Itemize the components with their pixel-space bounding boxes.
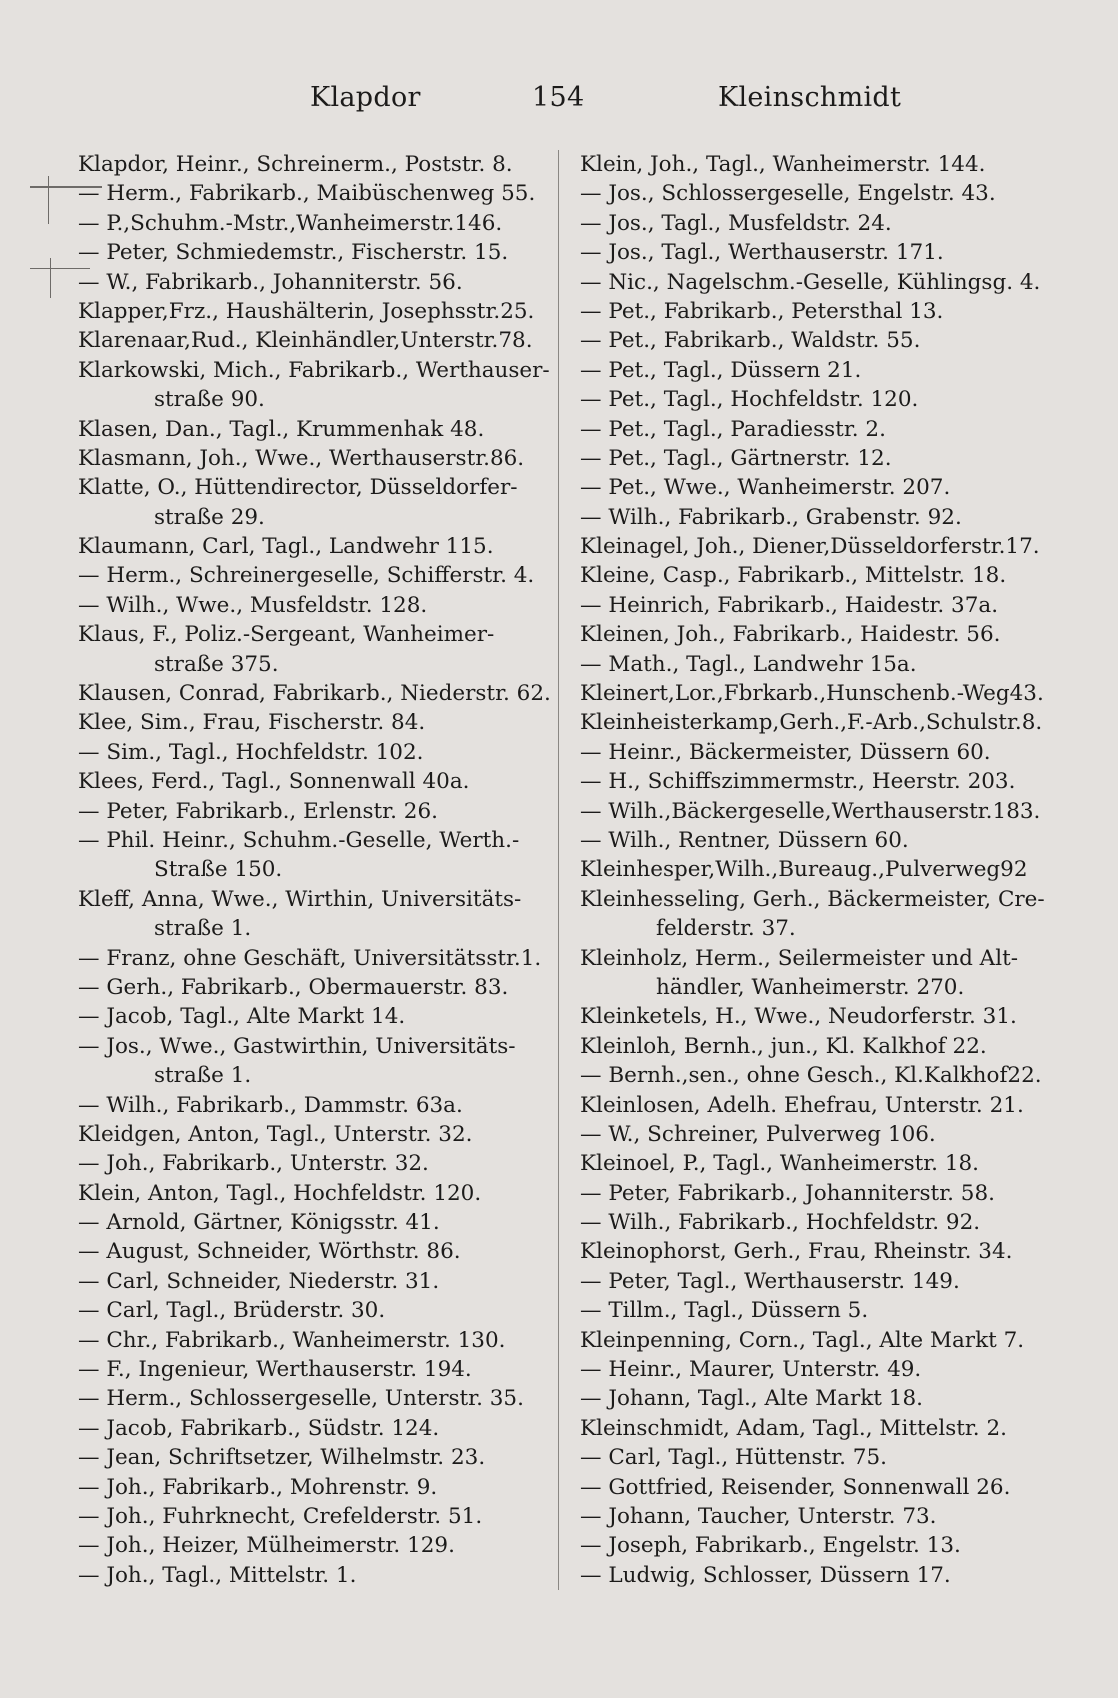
pencil-mark	[50, 258, 51, 298]
directory-entry: — Herm., Schreinergeselle, Schifferstr. 4.	[78, 563, 535, 589]
directory-entry: Klarkowski, Mich., Fabrikarb., Werthauser-	[78, 357, 550, 383]
directory-entry: Kleinert,Lor.,Fbrkarb.,Hunschenb.-Weg43.	[580, 681, 1044, 707]
directory-entry: — Johann, Taucher, Unterstr. 73.	[580, 1503, 937, 1529]
directory-entry: — Pet., Fabrikarb., Petersthal 13.	[580, 298, 944, 324]
directory-entry: Kleinhesseling, Gerh., Bäckermeister, Cre-	[580, 886, 1045, 912]
directory-entry: Kleinheisterkamp,Gerh.,F.-Arb.,Schulstr.8.	[580, 710, 1043, 736]
directory-entry: — Jos., Wwe., Gastwirthin, Universitäts-	[78, 1033, 516, 1059]
header-last-name: Kleinschmidt	[718, 82, 902, 113]
directory-entry: — Ludwig, Schlosser, Düssern 17.	[580, 1562, 951, 1588]
directory-entry: — Heinr., Maurer, Unterstr. 49.	[580, 1357, 922, 1383]
directory-entry: Klee, Sim., Frau, Fischerstr. 84.	[78, 710, 426, 736]
directory-entry: — Gottfried, Reisender, Sonnenwall 26.	[580, 1474, 1011, 1500]
directory-entry: — Bernh.,sen., ohne Gesch., Kl.Kalkhof22.	[580, 1063, 1042, 1089]
directory-entry: — Wilh., Fabrikarb., Dammstr. 63a.	[78, 1092, 463, 1118]
directory-entry: — Carl, Schneider, Niederstr. 31.	[78, 1268, 440, 1294]
directory-entry: — Tillm., Tagl., Düssern 5.	[580, 1298, 869, 1324]
directory-entry: — Jos., Tagl., Musfeldstr. 24.	[580, 210, 892, 236]
directory-entry: Klapdor, Heinr., Schreinerm., Poststr. 8.	[78, 152, 513, 177]
directory-entry: — W., Fabrikarb., Johanniterstr. 56.	[78, 269, 463, 295]
directory-entry: — Chr., Fabrikarb., Wanheimerstr. 130.	[78, 1327, 506, 1353]
header-first-name: Klapdor	[310, 82, 421, 113]
directory-entry: Kleinen, Joh., Fabrikarb., Haidestr. 56.	[580, 622, 1001, 648]
directory-entry: händler, Wanheimerstr. 270.	[656, 974, 965, 1000]
directory-entry: — Jos., Schlossergeselle, Engelstr. 43.	[580, 181, 996, 207]
page-header	[0, 82, 1118, 122]
column-divider	[558, 150, 559, 1590]
directory-entry: — F., Ingenieur, Werthauserstr. 194.	[78, 1357, 472, 1383]
directory-entry: — Peter, Tagl., Werthauserstr. 149.	[580, 1268, 960, 1294]
directory-entry: Klein, Joh., Tagl., Wanheimerstr. 144.	[580, 152, 986, 177]
directory-entry: — Johann, Tagl., Alte Markt 18.	[580, 1386, 923, 1412]
directory-entry: Klarenaar,Rud., Kleinhändler,Unterstr.78.	[78, 328, 533, 354]
directory-entry: — Peter, Schmiedemstr., Fischerstr. 15.	[78, 240, 509, 266]
directory-entry: straße 90.	[154, 387, 265, 413]
directory-entry: Kleine, Casp., Fabrikarb., Mittelstr. 18.	[580, 563, 1007, 589]
directory-entry: — Pet., Tagl., Hochfeldstr. 120.	[580, 387, 919, 413]
directory-entry: — Gerh., Fabrikarb., Obermauerstr. 83.	[78, 974, 509, 1000]
page-number: 154	[532, 82, 585, 113]
directory-entry: felderstr. 37.	[656, 916, 796, 942]
directory-entry: Klausen, Conrad, Fabrikarb., Niederstr. 62.	[78, 681, 551, 707]
directory-entry: — Arnold, Gärtner, Königsstr. 41.	[78, 1210, 440, 1236]
directory-entry: — Franz, ohne Geschäft, Universitätsstr.1.	[78, 945, 542, 971]
directory-entry: Kleff, Anna, Wwe., Wirthin, Universitäts-	[78, 886, 522, 912]
directory-entry: straße 1.	[154, 916, 252, 942]
directory-entry: Kleinholz, Herm., Seilermeister und Alt-	[580, 945, 1018, 971]
directory-entry: — Wilh., Rentner, Düssern 60.	[580, 827, 909, 853]
directory-entry: — Herm., Fabrikarb., Maibüschenweg 55.	[78, 181, 536, 207]
directory-entry: Kleinlosen, Adelh. Ehefrau, Unterstr. 21.	[580, 1092, 1024, 1118]
directory-entry: Kleinophorst, Gerh., Frau, Rheinstr. 34.	[580, 1239, 1013, 1265]
directory-entry: — Pet., Tagl., Gärtnerstr. 12.	[580, 445, 892, 471]
directory-entry: Klein, Anton, Tagl., Hochfeldstr. 120.	[78, 1180, 482, 1206]
directory-entry: — H., Schiffszimmermstr., Heerstr. 203.	[580, 769, 1016, 795]
directory-entry: — Carl, Tagl., Brüderstr. 30.	[78, 1298, 386, 1324]
directory-entry: Kleinagel, Joh., Diener,Düsseldorferstr.17.	[580, 534, 1040, 560]
directory-entry: — Pet., Tagl., Düssern 21.	[580, 357, 862, 383]
directory-entry: — Jacob, Tagl., Alte Markt 14.	[78, 1004, 406, 1030]
directory-entry: — W., Schreiner, Pulverweg 106.	[580, 1121, 936, 1147]
directory-entry: Klasen, Dan., Tagl., Krummenhak 48.	[78, 416, 485, 442]
directory-entry: Kleinpenning, Corn., Tagl., Alte Markt 7.	[580, 1327, 1025, 1353]
directory-entry: — Peter, Fabrikarb., Erlenstr. 26.	[78, 798, 438, 824]
directory-entry: — Math., Tagl., Landwehr 15a.	[580, 651, 917, 677]
pencil-mark	[48, 176, 49, 224]
directory-entry: Klees, Ferd., Tagl., Sonnenwall 40a.	[78, 769, 470, 795]
directory-entry: — Sim., Tagl., Hochfeldstr. 102.	[78, 739, 424, 765]
directory-entry: — Joh., Heizer, Mülheimerstr. 129.	[78, 1533, 455, 1559]
directory-entry: — Phil. Heinr., Schuhm.-Geselle, Werth.-	[78, 827, 520, 853]
directory-entry: Straße 150.	[154, 857, 283, 883]
directory-entry: — Joh., Tagl., Mittelstr. 1.	[78, 1562, 357, 1588]
directory-entry: Klasmann, Joh., Wwe., Werthauserstr.86.	[78, 445, 525, 471]
directory-entry: — Jos., Tagl., Werthauserstr. 171.	[580, 240, 944, 266]
directory-entry: — Pet., Wwe., Wanheimerstr. 207.	[580, 475, 951, 501]
left-column	[78, 150, 552, 1590]
directory-entry: — Wilh., Fabrikarb., Hochfeldstr. 92.	[580, 1210, 981, 1236]
directory-entry: straße 1.	[154, 1063, 252, 1089]
directory-entry: Klaus, F., Poliz.-Sergeant, Wanheimer-	[78, 622, 495, 648]
directory-entry: — Heinrich, Fabrikarb., Haidestr. 37a.	[580, 592, 999, 618]
directory-entry: — Joh., Fuhrknecht, Crefelderstr. 51.	[78, 1503, 483, 1529]
directory-entry: Kleinketels, H., Wwe., Neudorferstr. 31.	[580, 1004, 1017, 1030]
directory-entry: Klaumann, Carl, Tagl., Landwehr 115.	[78, 534, 494, 560]
directory-entry: — Pet., Fabrikarb., Waldstr. 55.	[580, 328, 921, 354]
directory-entry: — Nic., Nagelschm.-Geselle, Kühlingsg. 4.	[580, 269, 1041, 295]
directory-entry: — Jacob, Fabrikarb., Südstr. 124.	[78, 1415, 440, 1441]
directory-entry: — Peter, Fabrikarb., Johanniterstr. 58.	[580, 1180, 995, 1206]
directory-entry: straße 375.	[154, 651, 279, 677]
directory-entry: straße 29.	[154, 504, 265, 530]
directory-entry: Kleinloh, Bernh., jun., Kl. Kalkhof 22.	[580, 1033, 987, 1059]
directory-entry: — Heinr., Bäckermeister, Düssern 60.	[580, 739, 991, 765]
directory-entry: Klapper,Frz., Haushälterin, Josephsstr.25.	[78, 298, 535, 324]
directory-entry: — Pet., Tagl., Paradiesstr. 2.	[580, 416, 886, 442]
directory-entry: Klatte, O., Hüttendirector, Düsseldorfer-	[78, 475, 518, 501]
directory-entry: — Joseph, Fabrikarb., Engelstr. 13.	[580, 1533, 961, 1559]
directory-entry: Kleidgen, Anton, Tagl., Unterstr. 32.	[78, 1121, 473, 1147]
directory-entry: — Joh., Fabrikarb., Unterstr. 32.	[78, 1151, 429, 1177]
directory-entry: Kleinschmidt, Adam, Tagl., Mittelstr. 2.	[580, 1415, 1007, 1441]
directory-entry: — Wilh., Wwe., Musfeldstr. 128.	[78, 592, 428, 618]
directory-entry: — Carl, Tagl., Hüttenstr. 75.	[580, 1445, 887, 1471]
directory-entry: — Herm., Schlossergeselle, Unterstr. 35.	[78, 1386, 524, 1412]
directory-entry: — Wilh.,Bäckergeselle,Werthauserstr.183.	[580, 798, 1041, 824]
directory-entry: — Jean, Schriftsetzer, Wilhelmstr. 23.	[78, 1445, 486, 1471]
directory-entry: — Joh., Fabrikarb., Mohrenstr. 9.	[78, 1474, 438, 1500]
directory-entry: Kleinhesper,Wilh.,Bureaug.,Pulverweg92	[580, 857, 1028, 883]
directory-entry: — August, Schneider, Wörthstr. 86.	[78, 1239, 461, 1265]
directory-entry: — Wilh., Fabrikarb., Grabenstr. 92.	[580, 504, 962, 530]
directory-entry: — P.,Schuhm.-Mstr.,Wanheimerstr.146.	[78, 210, 503, 236]
directory-entry: Kleinoel, P., Tagl., Wanheimerstr. 18.	[580, 1151, 980, 1177]
right-column	[580, 150, 1050, 1590]
